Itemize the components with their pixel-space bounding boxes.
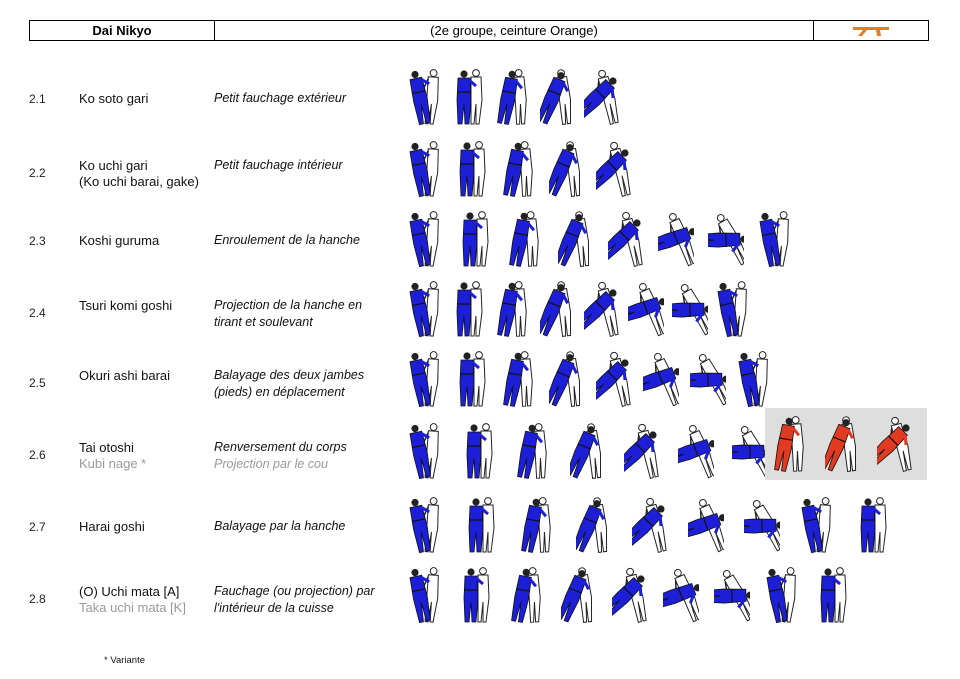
- judoka-figure-illustration: [663, 564, 699, 626]
- judoka-figure-illustration: [672, 278, 708, 340]
- judoka-figure-illustration: [624, 420, 660, 482]
- french-description-main: Projection de la hanche en: [214, 298, 363, 312]
- japanese-name: [79, 519, 145, 535]
- french-description: [214, 439, 394, 473]
- judoka-figure-illustration: [462, 420, 498, 482]
- japanese-variant-name: Taka uchi mata [K]: [79, 600, 186, 615]
- variant-judoka-figure-illustration: [877, 413, 913, 475]
- japanese-name: [79, 584, 186, 616]
- judoka-figure-illustration: [856, 494, 892, 556]
- judoka-figure-illustration: [452, 66, 488, 128]
- judoka-figure-illustration: [516, 420, 552, 482]
- japanese-name: [79, 298, 172, 314]
- judoka-figure-illustration: [628, 278, 664, 340]
- judoka-figure-illustration: [455, 138, 491, 200]
- french-description-main: Renversement du corps: [214, 440, 347, 454]
- japanese-variant-name: Kubi nage *: [79, 456, 147, 471]
- japanese-name-main: Tai otoshi: [79, 440, 134, 455]
- japanese-name-main: Okuri ashi barai: [79, 368, 171, 383]
- judoka-figure-illustration: [708, 208, 744, 270]
- judoka-figure-illustration: [549, 348, 585, 410]
- french-description-main: Petit fauchage extérieur: [214, 91, 347, 105]
- group-label: (2e groupe, ceinture Orange): [215, 21, 814, 40]
- judoka-figure-illustration: [576, 494, 612, 556]
- french-description: [214, 297, 394, 331]
- japanese-name: [79, 158, 199, 190]
- judoka-figure-illustration: [688, 494, 724, 556]
- variant-judoka-figure-illustration: [825, 413, 861, 475]
- judoka-figure-illustration: [643, 348, 679, 410]
- french-description-line2: l'intérieur de la cuisse: [214, 601, 334, 615]
- judoka-figure-illustration: [459, 564, 495, 626]
- french-variant-description: Projection par le cou: [214, 457, 328, 471]
- judoka-figure-illustration: [678, 420, 714, 482]
- judoka-figure-illustration: [570, 420, 606, 482]
- japanese-name-main: (O) Uchi mata [A]: [79, 584, 180, 599]
- technique-number: 2.2: [29, 166, 46, 180]
- french-description: [214, 232, 394, 249]
- judoka-figure-illustration: [540, 66, 576, 128]
- technique-number: 2.5: [29, 376, 46, 390]
- french-description-main: Enroulement de la hanche: [214, 233, 360, 247]
- japanese-name-alt: (Ko uchi barai, gake): [79, 174, 199, 189]
- judoka-figure-illustration: [408, 348, 444, 410]
- french-description-main: Balayage par la hanche: [214, 519, 346, 533]
- header-table: [29, 20, 929, 41]
- judoka-figure-illustration: [816, 564, 852, 626]
- judoka-figure-illustration: [408, 494, 444, 556]
- judoka-figure-illustration: [549, 138, 585, 200]
- french-description: [214, 90, 394, 107]
- judoka-figure-illustration: [502, 348, 538, 410]
- judoka-figure-illustration: [408, 138, 444, 200]
- judoka-figure-illustration: [452, 278, 488, 340]
- footnote: * Variante: [104, 655, 146, 666]
- judoka-figure-illustration: [596, 138, 632, 200]
- judoka-figure-illustration: [558, 208, 594, 270]
- technique-number: 2.3: [29, 234, 46, 248]
- french-description: [214, 367, 394, 401]
- technique-number: 2.1: [29, 92, 46, 106]
- sheet-title: Dai Nikyo: [30, 21, 215, 40]
- japanese-name: [79, 91, 148, 107]
- japanese-name: [79, 233, 159, 249]
- french-description-main: Fauchage (ou projection) par: [214, 584, 375, 598]
- judoka-figure-illustration: [408, 420, 444, 482]
- judoka-figure-illustration: [732, 420, 768, 482]
- judoka-figure-illustration: [458, 208, 494, 270]
- judoka-figure-illustration: [608, 208, 644, 270]
- belt-cell: [814, 21, 928, 40]
- judoka-figure-illustration: [455, 348, 491, 410]
- japanese-name: [79, 440, 146, 472]
- judoka-figure-illustration: [520, 494, 556, 556]
- judoka-figure-illustration: [408, 66, 444, 128]
- french-description: [214, 518, 394, 535]
- french-description-line2: (pieds) en déplacement: [214, 385, 345, 399]
- french-description-line2: tirant et soulevant: [214, 315, 313, 329]
- judoka-figure-illustration: [632, 494, 668, 556]
- technique-number: 2.6: [29, 448, 46, 462]
- judoka-figure-illustration: [464, 494, 500, 556]
- judoka-figure-illustration: [508, 208, 544, 270]
- japanese-name: [79, 368, 170, 384]
- judoka-figure-illustration: [510, 564, 546, 626]
- orange-belt-icon: [850, 23, 892, 39]
- judoka-figure-illustration: [716, 278, 752, 340]
- judoka-figure-illustration: [408, 278, 444, 340]
- japanese-name-main: Tsuri komi goshi: [79, 298, 173, 313]
- judoka-figure-illustration: [496, 66, 532, 128]
- judoka-figure-illustration: [744, 494, 780, 556]
- judoka-figure-illustration: [612, 564, 648, 626]
- judoka-figure-illustration: [690, 348, 726, 410]
- judoka-figure-illustration: [584, 66, 620, 128]
- japanese-name-main: Koshi guruma: [79, 233, 160, 248]
- french-description-main: Balayage des deux jambes: [214, 368, 365, 382]
- judoka-figure-illustration: [658, 208, 694, 270]
- japanese-name-main: Ko soto gari: [79, 91, 149, 106]
- judoka-figure-illustration: [561, 564, 597, 626]
- judoka-figure-illustration: [737, 348, 773, 410]
- french-description: [214, 583, 394, 617]
- judoka-figure-illustration: [800, 494, 836, 556]
- judoka-figure-illustration: [596, 348, 632, 410]
- japanese-name-main: Harai goshi: [79, 519, 145, 534]
- judoka-figure-illustration: [408, 208, 444, 270]
- technique-number: 2.8: [29, 592, 46, 606]
- judoka-figure-illustration: [540, 278, 576, 340]
- judoka-figure-illustration: [758, 208, 794, 270]
- technique-number: 2.7: [29, 520, 46, 534]
- judoka-figure-illustration: [765, 564, 801, 626]
- french-description-main: Petit fauchage intérieur: [214, 158, 343, 172]
- judoka-figure-illustration: [408, 564, 444, 626]
- judoka-figure-illustration: [496, 278, 532, 340]
- japanese-name-main: Ko uchi gari: [79, 158, 148, 173]
- technique-number: 2.4: [29, 306, 46, 320]
- variant-illustration-panel: [765, 408, 927, 480]
- judoka-figure-illustration: [714, 564, 750, 626]
- judoka-figure-illustration: [584, 278, 620, 340]
- judoka-figure-illustration: [502, 138, 538, 200]
- french-description: [214, 157, 394, 174]
- variant-judoka-figure-illustration: [773, 413, 809, 475]
